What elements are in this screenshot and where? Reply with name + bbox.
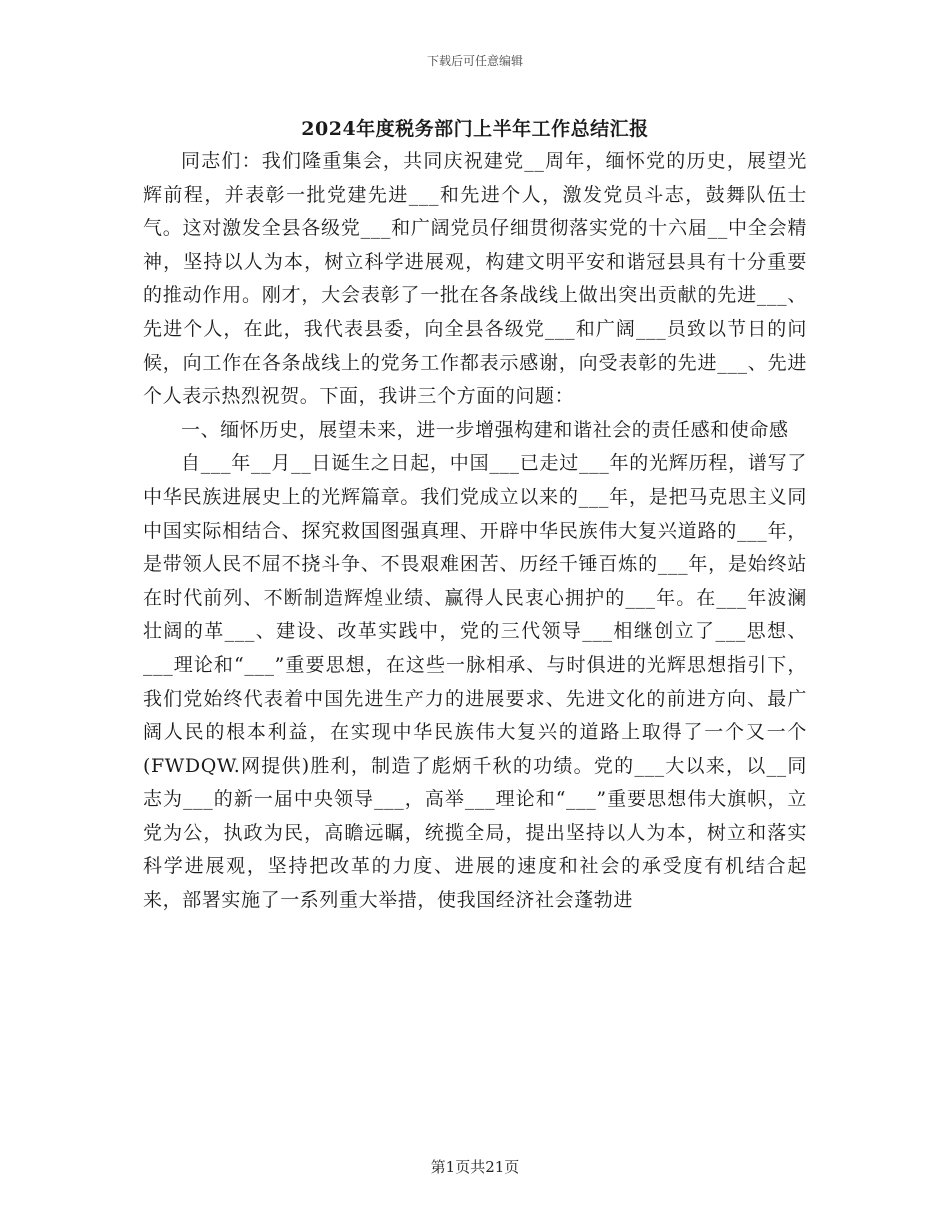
- paragraph-greeting: 同志们：我们隆重集会，共同庆祝建党__周年，缅怀党的历史，展望光辉前程，并表彰一批党建先进___和先进个人，激发党员斗志，鼓舞队伍士气。这对激发全县各级党___和广阔党员仔细贯彻落实党的十六届__中全会精神，坚持以人为本，树立科学进展观，构建文明平安和谐冠县具有十分重要的推动作用。刚才，大会表彰了一批在各条战线上做出突出贡献的先进___、先进个人，在此，我代表县委，向全县各级党___和广阔___员致以节日的问候，向工作在各条战线上的党务工作都表示感谢，向受表彰的先进___、先进个人表示热烈祝贺。下面，我讲三个方面的问题：: [143, 150, 807, 408]
- page-number-footer: 第1页共21页: [430, 1158, 520, 1176]
- document-body: [143, 145, 807, 918]
- header-note: 下载后可任意编辑: [426, 54, 523, 68]
- paragraph-section-heading: 一、缅怀历史，展望未来，进一步增强构建和谐社会的责任感和使命感: [181, 418, 789, 441]
- paragraph-history: 自___年__月__日诞生之日起，中国___已走过___年的光辉历程，谱写了中华民族进展史上的光辉篇章。我们党成立以来的___年，是把马克思主义同中国实际相结合、探究救国图强真理、开辟中华民族伟大复兴道路的___年，是带领人民不屈不挠斗争、不畏艰难困苦、历经千锤百炼的___年，是始终站在时代前列、不断制造辉煌业绩、赢得人民衷心拥护的___年。在___年波澜壮阔的革___、建设、改革实践中，党的三代领导___相继创立了___思想、___理论和“___”重要思想，在这些一脉相承、与时俱进的光辉思想指引下，我们党始终代表着中国先进生产力的进展要求、先进文化的前进方向、最广阔人民的根本利益，在实现中华民族伟大复兴的道路上取得了一个又一个(FWDQW.网提供)胜利，制造了彪炳千秋的功绩。党的___大以来，以__同志为___的新一届中央领导___，高举___理论和“___”重要思想伟大旗帜，立党为公，执政为民，高瞻远瞩，统揽全局，提出坚持以人为本，树立和落实科学进展观，坚持把改革的力度、进展的速度和社会的承受度有机结合起来，部署实施了一系列重大举措，使我国经济社会蓬勃进: [143, 452, 807, 912]
- document-title: 2024年度税务部门上半年工作总结汇报: [301, 118, 649, 140]
